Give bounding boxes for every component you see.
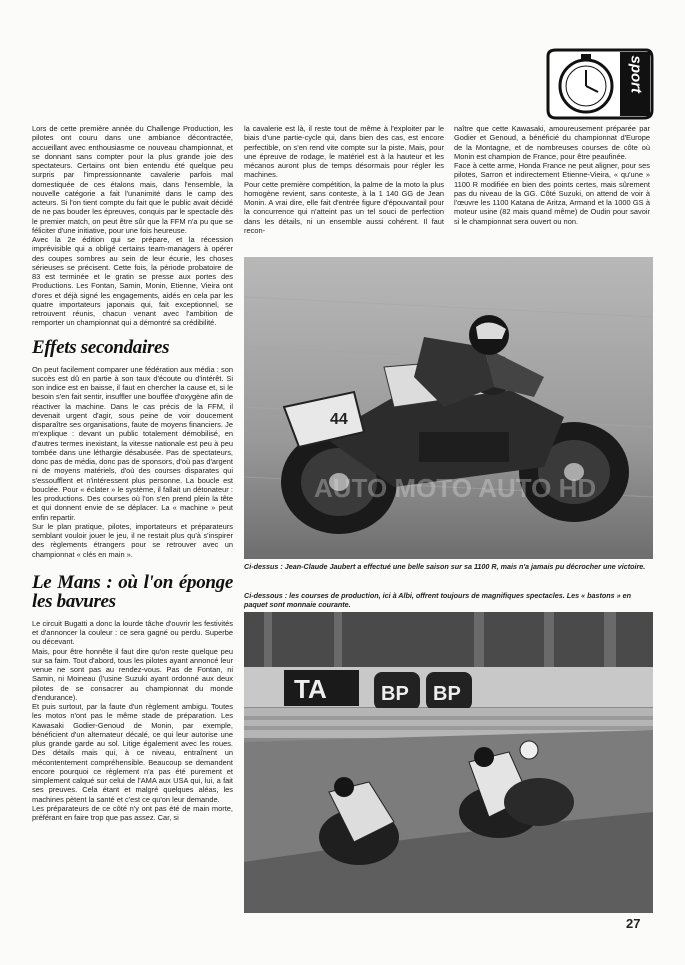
photo-caption-1: Ci-dessus : Jean-Claude Jaubert a effectué une belle saison sur sa 1100 R, mais n'a jamais pu décrocher une victoire. [244, 562, 646, 571]
paragraph: Pour cette première compétition, la palme de la moto la plus homogène revient, sans conteste, à la 1 140 GG de Jean Monin. A vrai dire, elle fait d'entrée figure d'épouvantail pour la concurrence qui n'atteint pas un tel souci de perfection dans les détails, ni un ensemble aussi cohérent. Il faut recon- [244, 179, 444, 235]
bp-logo: BP [381, 683, 409, 705]
paragraph: Lors de cette première année du Challenge Production, les pilotes ont couru dans une ambiance décontractée, accueillant avec enthousiasme ce nouveau championnat, et se donnant sans compter pour la plus grande joie des spectateurs. Certains ont bien entendu été quelque peu surpris par l'impressionnante cavalerie parfois mal domestiquée de ces étalons mais, dans l'ensemble, la nouvelle catégorie a fait l'unanimité dans le camp des acteurs. Si l'on tient compte du fait que le public avait décidé de ne pas bouder les épreuves, conquis par le spectacle dès le premier match, on peut être sûr que la FFM n'a pu que se féliciter d'une initiative, pour une fois heureuse. [32, 124, 233, 235]
bp-logo: BP [433, 683, 461, 705]
section-heading: Effets secondaires [32, 336, 170, 358]
paragraph: Et puis surtout, par la faute d'un règlement ambigu. Toutes les motos n'ont pas le même stade de préparation. Les Kawasaki Godier-Genoud de Monin, par exemple, bénéficient d'un alternateur décalé, ce qui leur autorise une plus grande garde au sol. Litige également avec les roues. Des détails mais qui, à ce niveau, entraînent un mécontentement compréhensible. Beaucoup se demandent encore pourquoi ce règlement n'a pas été purement et simplement calqué sur celui de l'AMA aux USA qui, lui, a fait ses preuves. Cela étant et malgré quelques aléas, les machines pètent la santé et c'est ce qu'on leur demande. [32, 702, 233, 804]
paragraph: Avec la 2e édition qui se prépare, et la récession imprévisible qui a obligé certains team-managers à opérer des coupes sombres au sein de leur écurie, les choses sérieuses se précisent. Cette fois, la période probatoire de 83 est terminée et le gratin se presse aux portes des Productions. Les Fontan, Samin, Monin, Etienne, Vieira ont d'ores et déjà signé les engagements, aidés en cela par les quatre importateurs japonais qui, fait exceptionnel, se retrouvent réunis, chacun venant avec l'ambition de remporter un championnat qui a démontré sa crédibilité. [32, 235, 233, 328]
sport-badge [542, 48, 654, 120]
paragraph: la cavalerie est là, il reste tout de même à l'exploiter par le biais d'une partie-cycle qui, dans bien des cas, est encore perfectible, on s'en rend vite compte sur la piste. Mais, pour une épreuve de rodage, le matériel est à la hauteur et les mécanos auront plus de temps désormais pour régler les machines. [244, 124, 444, 180]
article-column-1 [32, 124, 233, 822]
paragraph: Les préparateurs de ce côté n'y ont pas été de main morte, préférant en faire trop que pas assez. Car, si [32, 803, 233, 822]
section-heading: Le Mans : où l'on éponge les bavures [32, 571, 233, 612]
paragraph: Face à cette arme, Honda France ne peut aligner, pour ses pilotes, Sarron et indirectement Etienne-Vieira, « qu'une » 1100 R modifiée en bien des points certes, mais sûrement pas du niveau de la GG. Côté Suzuki, on attend de voir à l'œuvre les 1100 Katana de Aritza, Armand et la 1000 GS à moteur usine (82 mais quand même) de Oudin pour savoir si le championnat sera ouvert ou non. [454, 161, 650, 226]
production-race-photo [244, 612, 653, 913]
paragraph: Le circuit Bugatti a donc la lourde tâche d'ouvrir les festivités et d'annoncer la couleur : ce sera gagné ou perdu. Superbe ou décevant. [32, 618, 233, 647]
article-column-2 [244, 124, 444, 235]
watermark-text: AUTO MOTO AUTO HD [314, 473, 597, 503]
paragraph: Mais, pour être honnête il faut dire qu'on reste quelque peu sur sa faim. Tout d'abord, tous les pilotes ayant annoncé leur venue ne sont pas au rendez-vous. Pas de Fontan, ni Samin, ni Moineau (l'usine Suzuki ayant ordonné aux deux pilotes de se consacrer au championnat du monde d'endurance). [32, 646, 233, 702]
article-column-3 [454, 124, 650, 226]
page-number: 27 [626, 916, 641, 931]
banner-text: TA [294, 674, 327, 704]
paragraph: Sur le plan pratique, pilotes, importateurs et préparateurs semblant vouloir jouer le jeu, il ne restait plus qu'à s'inspirer des règlements étrangers pour se retrouver avec un championnat « clés en main ». [32, 521, 233, 559]
paragraph: naître que cette Kawasaki, amoureusement préparée par Godier et Genoud, a bénéficié du championnat d'Europe de la Montagne, et de nombreuses courses de côte où Monin est champion de France, pour être peaufinée. [454, 124, 650, 161]
badge-label: sport [627, 55, 645, 93]
motorcycle-racer-photo [244, 257, 653, 559]
number-plate: 44 [330, 411, 348, 428]
photo-caption-2: Ci-dessous : les courses de production, ici à Albi, offrent toujours de magnifiques spectacles. Les « bastons » en paquet sont monnaie courante. [244, 591, 632, 609]
paragraph: On peut facilement comparer une fédération aux média : son succès est dû en partie à son taux d'écoute ou d'intérêt. Si son indice est en baisse, il faut en chercher la cause et, si le besoin s'en fait sentir, insuffler une bouffée d'oxygène afin de réactiver la machine. Dans le cas précis de la FFM, il devenait urgent d'agir, sous peine de voir doucement disparaître ses organisations, faute de moyens financiers. Je m'explique : devant un public totalement démobilisé, en d'autres termes inexistant, la vitesse nationale est peu à peu tombée dans une léthargie désabusée. Pas de spectateurs, donc pas de média, donc pas de sponsors, d'où pas d'argent ni de moyens matériels, d'où des courses disparates qui s'essoufflent et n'intéressent plus personne. La boucle est bouclée. Pour « éclater » le système, il fallait un détonateur : les productions. Des courses où l'on s'en prend plein la tête et qui donnent envie de se déplacer. La « machine » peut enfin repartir. [32, 364, 233, 522]
